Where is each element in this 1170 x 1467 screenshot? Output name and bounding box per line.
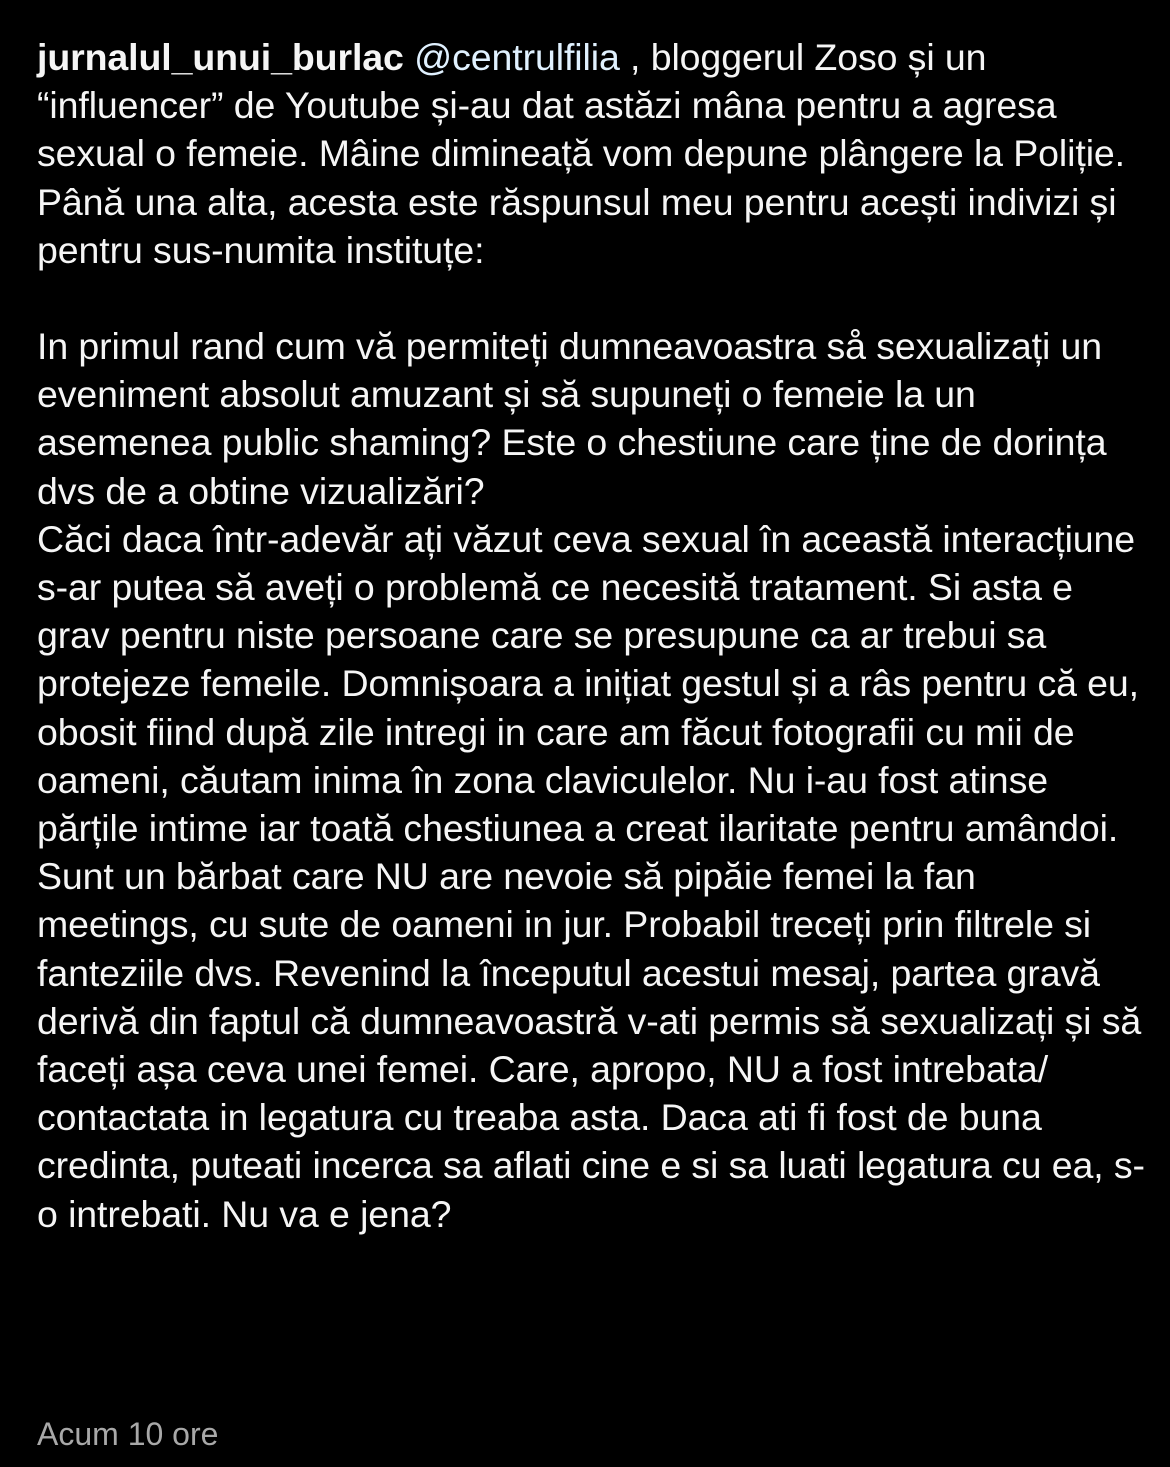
username-link[interactable]: jurnalul_unui_burlac bbox=[37, 36, 404, 78]
post-timestamp: Acum 10 ore bbox=[37, 1416, 219, 1452]
caption-paragraph-2: Căci daca într-adevăr ați văzut ceva sexual în această interacțiune s-ar putea să aveți o problemă ce necesită tratament. Si asta e grav pentru niste persoane care se presupune ca ar trebui sa protejeze femeile. Domnișoara a inițiat gestul și a râs pentru că eu, obosit fiind după zile intregi in care am făcut fotografii cu mii de oameni, căutam inima în zona claviculelor. Nu i-au fost atinse părțile intime iar toată chestiunea a creat ilaritate pentru amândoi. Sunt un bărbat care NU are nevoie să pipăie femei la fan meetings, cu sute de oameni in jur. Probabil treceți prin filtrele si fanteziile dvs. Revenind la începutul acestui mesaj, partea gravă derivă din faptul că dumneavoastră v-ati permis să sexualizați și să faceți așa ceva unei femei. Care, apropo, NU a fost intrebata/ contactata in legatura cu treaba asta. Daca ati fi fost de buna credinta, puteati incerca sa aflati cine e si sa luati legatura cu ea, s-o intrebati. Nu va e jena? bbox=[37, 517, 1145, 1235]
caption-intro-text: , bloggerul Zoso și un “influencer” de Youtube și-au dat astăzi mâna pentru a agresa sexual o femeie. Mâine dimineață vom depune plângere la Poliție. Până una alta, acesta este răspunsul meu pentru acești indivizi și pentru sus-numita instituțe: bbox=[37, 36, 1126, 271]
post-caption bbox=[37, 33, 1147, 1238]
mention-link[interactable]: @centrulfilia bbox=[414, 36, 620, 78]
caption-intro bbox=[37, 33, 1147, 274]
caption-paragraph-1: In primul rand cum vă permiteți dumneavoastra så sexualizați un eveniment absolut amuzant și să supuneți o femeie la un asemenea public shaming? Este o chestiune care ține de dorința dvs de a obtine vizualizări? bbox=[37, 325, 1107, 512]
